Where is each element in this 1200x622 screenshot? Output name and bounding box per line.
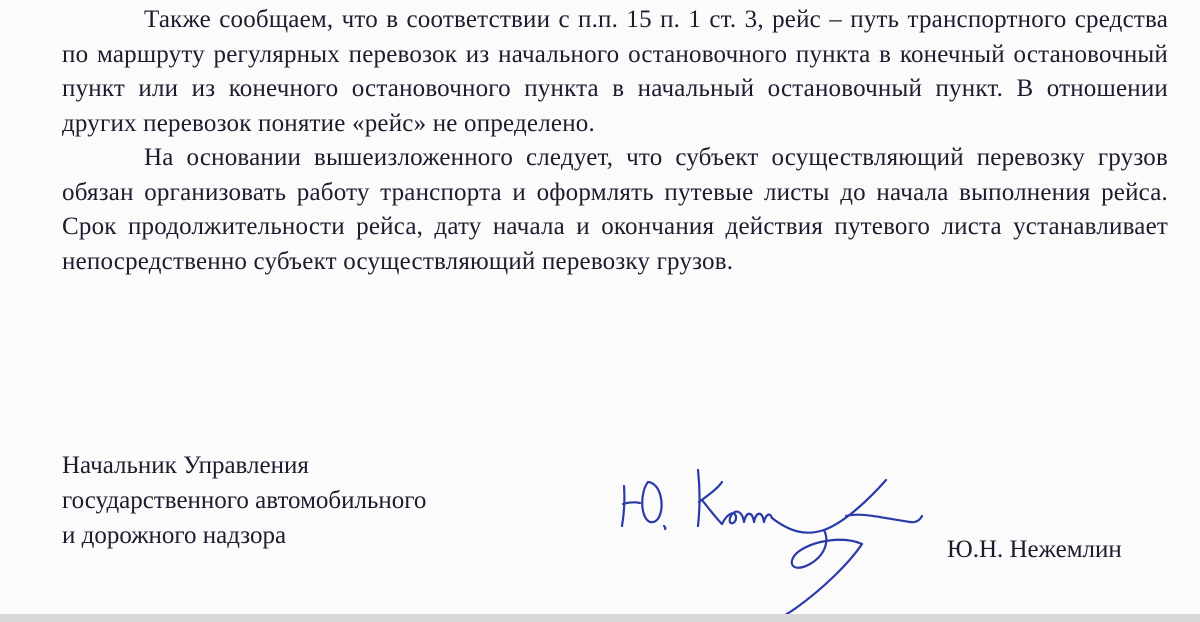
position-line: и дорожного надзора [62, 522, 287, 549]
signature-stroke [702, 500, 722, 524]
signer-name: Ю.Н. Нежемлин [947, 536, 1122, 563]
signature-stroke [722, 512, 772, 524]
signature-stroke [664, 526, 665, 529]
handwritten-signature [610, 452, 930, 620]
signature-stroke [698, 470, 700, 526]
scan-bottom-edge [0, 614, 1200, 622]
signature-stroke [622, 486, 624, 526]
paragraph-conclusion: На основании вышеизложенного следует, что субъект осуществляющий перевозку грузов обязан организовать работу транспорта и оформлять путевые листы до начала выполнения рейса. Срок продолжительности рейса, дату начала и окончания действия путевого листа устанавливает непосредственно субъект осуществляющий перевозку грузов. [62, 144, 1168, 275]
signature-stroke [772, 480, 886, 533]
signatory-position [62, 448, 426, 553]
signature-stroke [642, 482, 661, 522]
paragraph-trip-definition: Также сообщаем, что в соответствии с п.п. 15 п. 1 ст. 3, рейс – путь транспортного средства по маршруту регулярных перевозок из начального остановочного пункта в конечный остановочный пункт или из конечного остановочного пункта в начальный остановочный пункт. В отношении других перевозок понятие «рейс» не определено. [62, 6, 1168, 137]
position-line: Начальник Управления [62, 452, 309, 479]
signature-stroke [846, 515, 922, 523]
signature-stroke [792, 530, 862, 568]
signature-stroke [623, 502, 640, 504]
position-line: государственного автомобильного [62, 487, 427, 514]
letter-body [62, 3, 1168, 279]
